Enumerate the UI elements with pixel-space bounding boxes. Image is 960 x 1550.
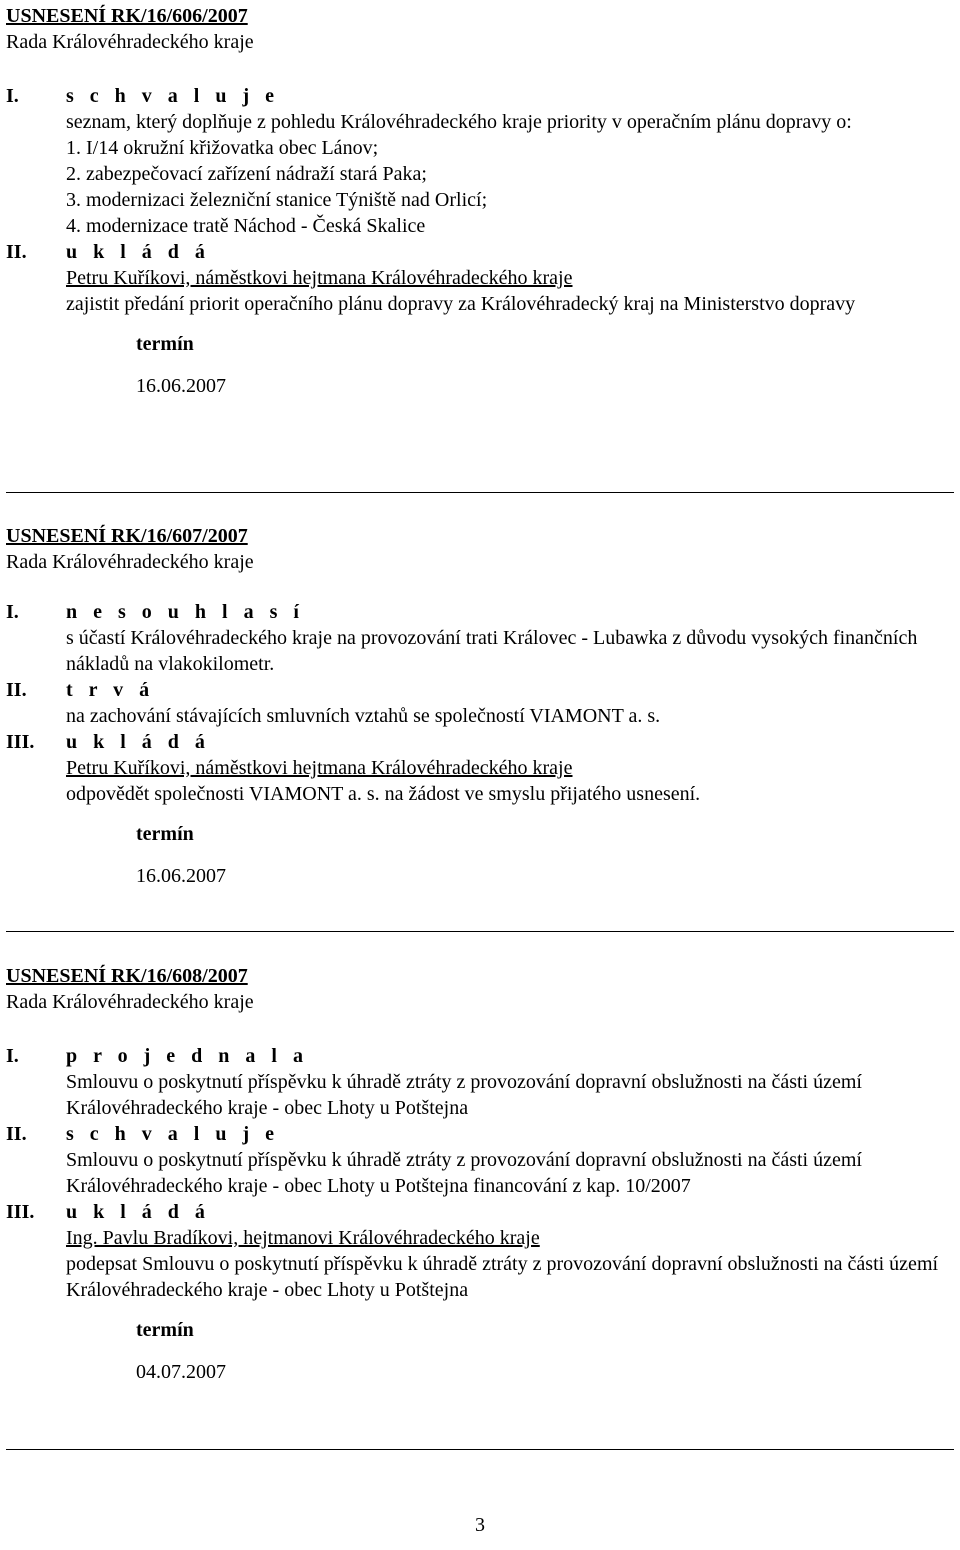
council-name: Rada Královéhradeckého kraje	[6, 551, 254, 573]
section-3	[6, 1199, 960, 1385]
section-numeral: III.	[6, 731, 35, 753]
section-1	[6, 83, 960, 239]
list-item: 4. modernizace tratě Náchod - Česká Skalice	[66, 215, 426, 237]
divider	[6, 931, 954, 932]
council-name: Rada Královéhradeckého kraje	[6, 31, 254, 53]
deadline-label: termín	[136, 823, 194, 845]
section-verb: s c h v a l u j e	[66, 85, 280, 107]
page-number: 3	[475, 1514, 485, 1536]
responsible-person: Petru Kuříkovi, náměstkovi hejtmana Královéhradeckého kraje	[66, 267, 573, 289]
section-2	[6, 1121, 960, 1199]
resolution-608	[6, 963, 960, 1385]
section-text: na zachování stávajících smluvních vztahů se společností VIAMONT a. s.	[66, 705, 661, 727]
section-text: zajistit předání priorit operačního plánu dopravy za Královéhradecký kraj na Ministerstvo dopravy	[66, 293, 856, 315]
deadline-date: 16.06.2007	[136, 865, 226, 887]
resolution-title: USNESENÍ RK/16/607/2007	[6, 525, 248, 547]
section-verb: t r v á	[66, 679, 155, 701]
section-1	[6, 1043, 960, 1121]
list-item: 1. I/14 okružní křižovatka obec Lánov;	[66, 137, 379, 159]
resolution-title: USNESENÍ RK/16/608/2007	[6, 965, 248, 987]
section-numeral: II.	[6, 679, 27, 701]
section-verb: p r o j e d n a l a	[66, 1045, 309, 1067]
section-text: Smlouvu o poskytnutí příspěvku k úhradě ztráty z provozování dopravní obslužnosti na části území Královéhradeckého kraje - obec Lhoty u Potštejna	[66, 1071, 862, 1119]
resolution-607	[6, 523, 960, 889]
section-numeral: II.	[6, 1123, 27, 1145]
deadline-date: 16.06.2007	[136, 375, 226, 397]
section-text: Smlouvu o poskytnutí příspěvku k úhradě ztráty z provozování dopravní obslužnosti na části území Královéhradeckého kraje - obec Lhoty u Potštejna financování z kap. 10/2007	[66, 1149, 862, 1197]
resolution-title: USNESENÍ RK/16/606/2007	[6, 5, 248, 27]
section-verb: s c h v a l u j e	[66, 1123, 280, 1145]
divider	[6, 1449, 954, 1450]
section-text: seznam, který doplňuje z pohledu Královéhradeckého kraje priority v operačním plánu dopravy o:	[66, 111, 852, 133]
section-numeral: II.	[6, 241, 27, 263]
deadline-label: termín	[136, 333, 194, 355]
responsible-person: Ing. Pavlu Bradíkovi, hejtmanovi Královéhradeckého kraje	[66, 1227, 540, 1249]
section-text: odpovědět společnosti VIAMONT a. s. na žádost ve smyslu přijatého usnesení.	[66, 783, 701, 805]
section-numeral: I.	[6, 1045, 19, 1067]
section-verb: n e s o u h l a s í	[66, 601, 305, 623]
section-2	[6, 239, 960, 399]
section-1	[6, 599, 960, 677]
responsible-person: Petru Kuříkovi, náměstkovi hejtmana Královéhradeckého kraje	[66, 757, 573, 779]
list-item: 3. modernizaci železniční stanice Týniště nad Orlicí;	[66, 189, 488, 211]
resolution-606	[6, 3, 960, 399]
section-verb: u k l á d á	[66, 731, 211, 753]
council-name: Rada Královéhradeckého kraje	[6, 991, 254, 1013]
section-2	[6, 677, 960, 729]
section-3	[6, 729, 960, 889]
section-text: podepsat Smlouvu o poskytnutí příspěvku k úhradě ztráty z provozování dopravní obslužnosti na části území Královéhradeckého kraje - obec Lhoty u Potštejna	[66, 1253, 939, 1301]
section-numeral: III.	[6, 1201, 35, 1223]
deadline-date: 04.07.2007	[136, 1361, 226, 1383]
list-item: 2. zabezpečovací zařízení nádraží stará Paka;	[66, 163, 427, 185]
section-numeral: I.	[6, 85, 19, 107]
deadline-label: termín	[136, 1319, 194, 1341]
section-text: s účastí Královéhradeckého kraje na provozování trati Královec - Lubawka z důvodu vysokých finančních nákladů na vlakokilometr.	[66, 627, 918, 675]
section-numeral: I.	[6, 601, 19, 623]
section-verb: u k l á d á	[66, 241, 211, 263]
section-verb: u k l á d á	[66, 1201, 211, 1223]
divider	[6, 492, 954, 493]
